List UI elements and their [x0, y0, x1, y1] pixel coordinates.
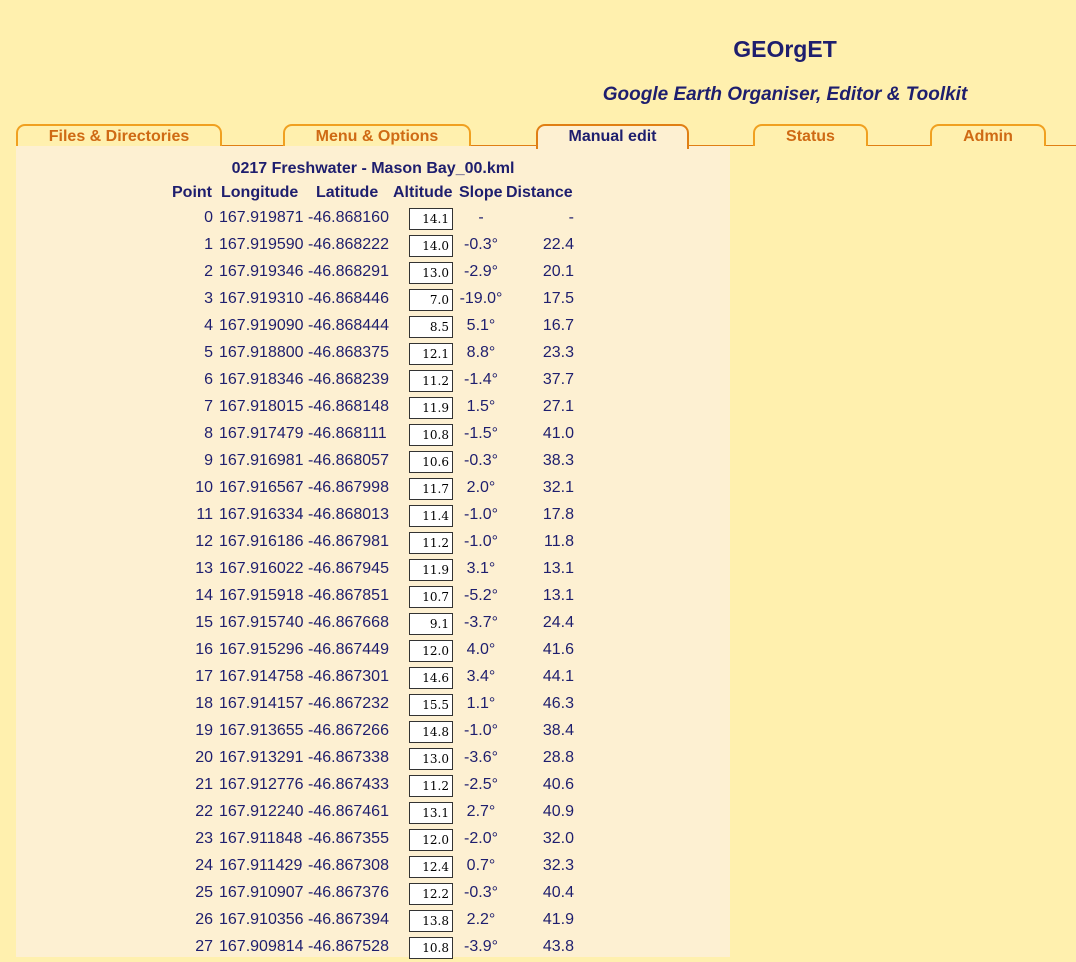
longitude-value: 167.913291: [219, 749, 304, 766]
point-index: 18: [195, 695, 213, 712]
table-row: [0, 638, 740, 665]
latitude-value: -46.868222: [308, 236, 389, 253]
distance-value: 43.8: [542, 938, 574, 955]
table-row: [0, 476, 740, 503]
altitude-input[interactable]: [409, 262, 453, 284]
table-row: [0, 746, 740, 773]
distance-value: 17.5: [542, 290, 574, 307]
distance-value: 32.1: [542, 479, 574, 496]
distance-value: 16.7: [542, 317, 574, 334]
altitude-input[interactable]: [409, 532, 453, 554]
table-row: [0, 233, 740, 260]
altitude-input[interactable]: [409, 370, 453, 392]
point-index: 13: [195, 560, 213, 577]
slope-value: -1.0°: [464, 506, 498, 523]
point-index: 11: [196, 506, 213, 523]
altitude-input[interactable]: [409, 883, 453, 905]
longitude-value: 167.910356: [219, 911, 304, 928]
latitude-value: -46.867338: [308, 749, 389, 766]
altitude-input[interactable]: [409, 235, 453, 257]
altitude-input[interactable]: [409, 775, 453, 797]
point-index: 23: [195, 830, 213, 847]
latitude-value: -46.867433: [308, 776, 389, 793]
distance-value: 40.9: [542, 803, 574, 820]
distance-value: 32.0: [542, 830, 574, 847]
point-index: 9: [204, 452, 213, 469]
longitude-value: 167.915740: [219, 614, 304, 631]
app-title: GEOrgET: [733, 36, 837, 62]
table-row: [0, 854, 740, 881]
distance-value: 24.4: [542, 614, 574, 631]
point-index: 10: [195, 479, 213, 496]
altitude-input[interactable]: [409, 208, 453, 230]
latitude-value: -46.867394: [308, 911, 389, 928]
longitude-value: 167.915296: [219, 641, 304, 658]
latitude-value: -46.868446: [308, 290, 389, 307]
table-row: [0, 341, 740, 368]
altitude-input[interactable]: [409, 505, 453, 527]
slope-value: -0.3°: [464, 452, 498, 469]
point-index: 6: [204, 371, 213, 388]
latitude-value: -46.867461: [308, 803, 389, 820]
latitude-value: -46.868057: [308, 452, 389, 469]
altitude-input[interactable]: [409, 910, 453, 932]
distance-value: 41.9: [542, 911, 574, 928]
distance-value: 32.3: [542, 857, 574, 874]
header-altitude: Altitude: [393, 184, 453, 201]
altitude-input[interactable]: [409, 397, 453, 419]
table-row: [0, 368, 740, 395]
table-row: [0, 449, 740, 476]
distance-value: 41.6: [542, 641, 574, 658]
table-row: [0, 530, 740, 557]
altitude-input[interactable]: [409, 856, 453, 878]
table-row: [0, 260, 740, 287]
point-index: 2: [204, 263, 213, 280]
latitude-value: -46.867998: [308, 479, 389, 496]
point-index: 19: [195, 722, 213, 739]
latitude-value: -46.868239: [308, 371, 389, 388]
longitude-value: 167.918015: [219, 398, 304, 415]
point-index: 20: [195, 749, 213, 766]
slope-value: -3.6°: [464, 749, 498, 766]
slope-value: -5.2°: [464, 587, 498, 604]
table-row: [0, 935, 740, 962]
tab-manual-edit[interactable]: Manual edit: [536, 124, 689, 149]
slope-value: -3.9°: [464, 938, 498, 955]
latitude-value: -46.867376: [308, 884, 389, 901]
distance-value: 23.3: [542, 344, 574, 361]
point-index: 1: [204, 236, 213, 253]
longitude-value: 167.911848: [219, 830, 303, 847]
point-index: 17: [195, 668, 213, 685]
longitude-value: 167.914157: [219, 695, 304, 712]
point-index: 15: [195, 614, 213, 631]
point-index: 3: [204, 290, 213, 307]
altitude-input[interactable]: [409, 559, 453, 581]
tab-files-directories[interactable]: Files & Directories: [16, 124, 222, 146]
distance-value: 28.8: [542, 749, 574, 766]
altitude-input[interactable]: [409, 451, 453, 473]
tab-admin[interactable]: Admin: [930, 124, 1046, 146]
header-distance: Distance: [506, 184, 573, 201]
latitude-value: -46.867945: [308, 560, 389, 577]
latitude-value: -46.867301: [308, 668, 389, 685]
table-row: [0, 800, 740, 827]
table-row: [0, 719, 740, 746]
latitude-value: -46.868375: [308, 344, 389, 361]
altitude-input[interactable]: [409, 694, 453, 716]
slope-value: 1.1°: [466, 695, 496, 712]
point-index: 14: [195, 587, 213, 604]
longitude-value: 167.912240: [219, 803, 304, 820]
table-row: [0, 692, 740, 719]
slope-value: 5.1°: [466, 317, 496, 334]
table-row: [0, 827, 740, 854]
table-row: [0, 584, 740, 611]
latitude-value: -46.867851: [308, 587, 389, 604]
longitude-value: 167.909814: [219, 938, 304, 955]
longitude-value: 167.919590: [219, 236, 304, 253]
longitude-value: 167.917479: [219, 425, 304, 442]
slope-value: 3.1°: [466, 560, 496, 577]
table-row: [0, 395, 740, 422]
point-index: 12: [195, 533, 213, 550]
point-index: 0: [204, 209, 213, 226]
slope-value: -1.0°: [464, 722, 498, 739]
altitude-input[interactable]: [409, 613, 453, 635]
distance-value: 22.4: [542, 236, 574, 253]
table-row: [0, 773, 740, 800]
slope-value: -3.7°: [464, 614, 498, 631]
longitude-value: 167.918800: [219, 344, 304, 361]
table-row: [0, 611, 740, 638]
slope-value: -0.3°: [464, 884, 498, 901]
altitude-input[interactable]: [409, 937, 453, 959]
longitude-value: 167.916334: [219, 506, 304, 523]
slope-value: 3.4°: [466, 668, 496, 685]
table-row: [0, 881, 740, 908]
distance-value: 40.6: [542, 776, 574, 793]
file-name-heading: 0217 Freshwater - Mason Bay_00.kml: [231, 160, 515, 177]
point-index: 16: [195, 641, 213, 658]
latitude-value: -46.867308: [308, 857, 389, 874]
distance-value: 44.1: [542, 668, 574, 685]
table-row: [0, 314, 740, 341]
tab-menu-options[interactable]: Menu & Options: [283, 124, 471, 146]
slope-value: -1.0°: [464, 533, 498, 550]
altitude-input[interactable]: [409, 424, 453, 446]
distance-value: -: [568, 209, 574, 226]
distance-value: 17.8: [542, 506, 574, 523]
longitude-value: 167.918346: [219, 371, 304, 388]
latitude-value: -46.868291: [308, 263, 389, 280]
slope-value: 1.5°: [466, 398, 496, 415]
altitude-input[interactable]: [409, 316, 453, 338]
header-slope: Slope: [459, 184, 503, 201]
point-index: 26: [195, 911, 213, 928]
point-index: 21: [195, 776, 213, 793]
latitude-value: -46.867266: [308, 722, 389, 739]
distance-value: 20.1: [542, 263, 574, 280]
slope-value: 2.0°: [466, 479, 496, 496]
longitude-value: 167.911429: [219, 857, 303, 874]
longitude-value: 167.915918: [219, 587, 304, 604]
slope-value: -1.5°: [464, 425, 498, 442]
longitude-value: 167.919310: [219, 290, 304, 307]
latitude-value: -46.868013: [308, 506, 389, 523]
longitude-value: 167.919090: [219, 317, 304, 334]
distance-value: 40.4: [542, 884, 574, 901]
distance-value: 38.3: [542, 452, 574, 469]
latitude-value: -46.867528: [308, 938, 389, 955]
table-row: [0, 503, 740, 530]
longitude-value: 167.919871: [219, 209, 304, 226]
table-row: [0, 287, 740, 314]
latitude-value: -46.868111: [308, 425, 387, 442]
distance-value: 38.4: [542, 722, 574, 739]
point-index: 25: [195, 884, 213, 901]
longitude-value: 167.916567: [219, 479, 304, 496]
longitude-value: 167.916981: [219, 452, 304, 469]
table-row: [0, 422, 740, 449]
latitude-value: -46.867355: [308, 830, 389, 847]
slope-value: 8.8°: [466, 344, 496, 361]
altitude-input[interactable]: [409, 640, 453, 662]
table-row: [0, 665, 740, 692]
longitude-value: 167.919346: [219, 263, 304, 280]
distance-value: 41.0: [542, 425, 574, 442]
point-index: 7: [204, 398, 213, 415]
point-index: 24: [195, 857, 213, 874]
altitude-input[interactable]: [409, 829, 453, 851]
header-latitude: Latitude: [316, 184, 379, 201]
latitude-value: -46.868148: [308, 398, 389, 415]
latitude-value: -46.867449: [308, 641, 389, 658]
altitude-input[interactable]: [409, 748, 453, 770]
point-index: 4: [204, 317, 213, 334]
header-longitude: Longitude: [221, 184, 299, 201]
latitude-value: -46.867232: [308, 695, 389, 712]
distance-value: 11.8: [544, 533, 574, 550]
slope-value: 0.7°: [466, 857, 496, 874]
latitude-value: -46.867668: [308, 614, 389, 631]
longitude-value: 167.910907: [219, 884, 304, 901]
distance-value: 27.1: [542, 398, 574, 415]
longitude-value: 167.913655: [219, 722, 304, 739]
altitude-input[interactable]: [409, 478, 453, 500]
altitude-input[interactable]: [409, 667, 453, 689]
distance-value: 13.1: [542, 587, 574, 604]
slope-value: 2.7°: [466, 803, 496, 820]
latitude-value: -46.867981: [308, 533, 389, 550]
point-index: 27: [195, 938, 213, 955]
altitude-input[interactable]: [409, 343, 453, 365]
slope-value: -19.0°: [459, 290, 503, 307]
altitude-input[interactable]: [409, 586, 453, 608]
latitude-value: -46.868444: [308, 317, 389, 334]
distance-value: 46.3: [542, 695, 574, 712]
distance-value: 13.1: [542, 560, 574, 577]
slope-value: 4.0°: [466, 641, 496, 658]
distance-value: 37.7: [542, 371, 574, 388]
altitude-input[interactable]: [409, 289, 453, 311]
slope-value: -2.9°: [464, 263, 498, 280]
point-index: 22: [195, 803, 213, 820]
point-index: 5: [204, 344, 213, 361]
longitude-value: 167.916022: [219, 560, 304, 577]
tab-status[interactable]: Status: [753, 124, 868, 146]
slope-value: -2.5°: [464, 776, 498, 793]
longitude-value: 167.914758: [219, 668, 304, 685]
point-index: 8: [204, 425, 213, 442]
header-point: Point: [172, 184, 212, 201]
app-subtitle: Google Earth Organiser, Editor & Toolkit: [602, 84, 968, 105]
slope-value: 2.2°: [466, 911, 496, 928]
table-row: [0, 557, 740, 584]
altitude-input[interactable]: [409, 721, 453, 743]
altitude-input[interactable]: [409, 802, 453, 824]
slope-value: -2.0°: [464, 830, 498, 847]
slope-value: -: [478, 209, 484, 226]
table-row: [0, 908, 740, 935]
table-row: [0, 206, 740, 233]
slope-value: -0.3°: [464, 236, 498, 253]
slope-value: -1.4°: [464, 371, 498, 388]
longitude-value: 167.912776: [219, 776, 304, 793]
longitude-value: 167.916186: [219, 533, 304, 550]
latitude-value: -46.868160: [308, 209, 389, 226]
